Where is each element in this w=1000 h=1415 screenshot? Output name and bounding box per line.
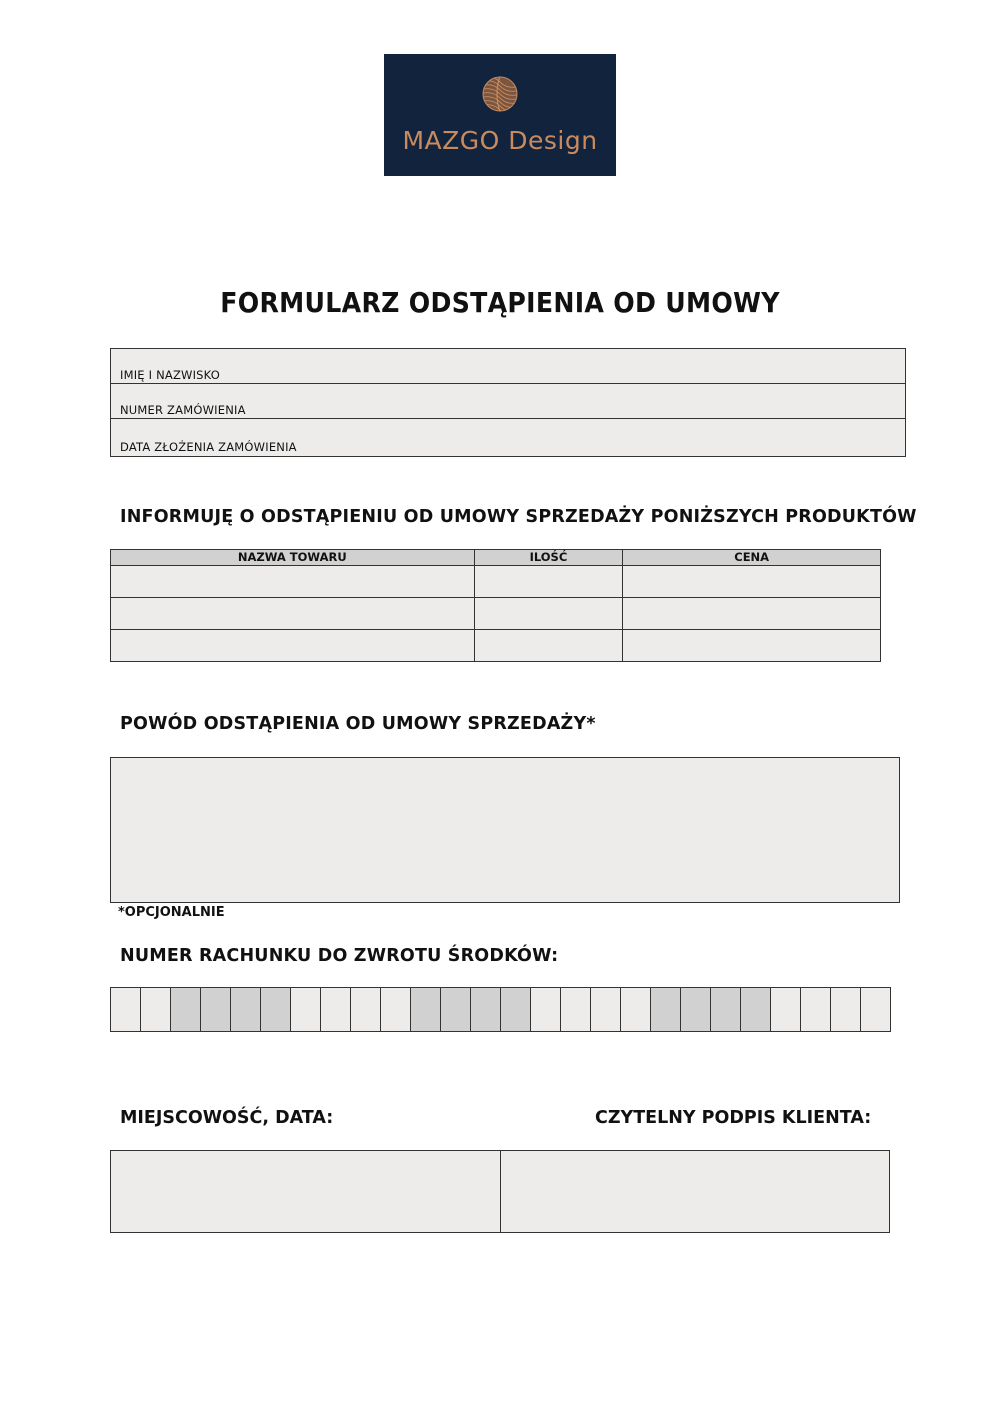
price-cell[interactable] bbox=[623, 598, 881, 630]
account-digit-cell[interactable] bbox=[741, 988, 771, 1031]
signature-field[interactable] bbox=[501, 1151, 889, 1232]
place-date-label: MIEJSCOWOŚĆ, DATA: bbox=[120, 1108, 334, 1128]
quantity-cell[interactable] bbox=[474, 630, 623, 662]
customer-info-box bbox=[110, 348, 906, 457]
reason-heading: POWÓD ODSTĄPIENIA OD UMOWY SPRZEDAŻY* bbox=[120, 714, 596, 734]
account-digit-cell[interactable] bbox=[111, 988, 141, 1031]
table-row bbox=[111, 598, 881, 630]
quantity-input[interactable] bbox=[475, 566, 623, 597]
customer-name-label: IMIĘ I NAZWISKO bbox=[120, 368, 221, 382]
account-digit-cell[interactable] bbox=[351, 988, 381, 1031]
customer-name-field[interactable] bbox=[111, 349, 905, 384]
striped-circle-logo-icon bbox=[482, 76, 518, 112]
order-date-field[interactable] bbox=[111, 419, 905, 455]
brand-logo bbox=[384, 54, 616, 176]
product-name-cell[interactable] bbox=[111, 566, 475, 598]
account-digit-cell[interactable] bbox=[381, 988, 411, 1031]
column-header-price: CENA bbox=[623, 550, 881, 566]
signature-box bbox=[110, 1150, 890, 1233]
product-name-input[interactable] bbox=[111, 566, 474, 597]
price-cell[interactable] bbox=[623, 630, 881, 662]
account-digit-cell[interactable] bbox=[591, 988, 621, 1031]
product-name-input[interactable] bbox=[111, 598, 474, 629]
price-input[interactable] bbox=[623, 566, 880, 597]
table-row bbox=[111, 566, 881, 598]
order-date-label: DATA ZŁOŻENIA ZAMÓWIENIA bbox=[120, 440, 297, 454]
account-digit-cell[interactable] bbox=[531, 988, 561, 1031]
product-name-cell[interactable] bbox=[111, 630, 475, 662]
account-digit-cell[interactable] bbox=[201, 988, 231, 1031]
account-digit-cell[interactable] bbox=[561, 988, 591, 1031]
order-number-field[interactable] bbox=[111, 384, 905, 419]
quantity-cell[interactable] bbox=[474, 598, 623, 630]
account-digit-cell[interactable] bbox=[801, 988, 831, 1031]
column-header-quantity: ILOŚĆ bbox=[474, 550, 623, 566]
account-digit-cell[interactable] bbox=[141, 988, 171, 1031]
account-digit-cell[interactable] bbox=[681, 988, 711, 1031]
price-input[interactable] bbox=[623, 630, 880, 661]
brand-name: MAZGO Design bbox=[402, 126, 598, 155]
quantity-cell[interactable] bbox=[474, 566, 623, 598]
account-number-grid bbox=[110, 987, 891, 1032]
products-table-header bbox=[111, 550, 881, 566]
products-table bbox=[110, 549, 881, 662]
account-digit-cell[interactable] bbox=[411, 988, 441, 1031]
account-digit-cell[interactable] bbox=[171, 988, 201, 1031]
price-cell[interactable] bbox=[623, 566, 881, 598]
quantity-input[interactable] bbox=[475, 630, 623, 661]
account-digit-cell[interactable] bbox=[441, 988, 471, 1031]
product-name-input[interactable] bbox=[111, 630, 474, 661]
place-date-field[interactable] bbox=[111, 1151, 501, 1232]
account-digit-cell[interactable] bbox=[231, 988, 261, 1031]
products-heading: INFORMUJĘ O ODSTĄPIENIU OD UMOWY SPRZEDAŻY PONIŻSZYCH PRODUKTÓW bbox=[120, 507, 917, 527]
reason-textarea[interactable] bbox=[110, 757, 900, 903]
optional-footnote: *OPCJONALNIE bbox=[118, 905, 225, 920]
price-input[interactable] bbox=[623, 598, 880, 629]
page-title: FORMULARZ ODSTĄPIENIA OD UMOWY bbox=[220, 286, 780, 319]
order-number-label: NUMER ZAMÓWIENIA bbox=[120, 403, 246, 417]
table-row bbox=[111, 630, 881, 662]
account-digit-cell[interactable] bbox=[291, 988, 321, 1031]
column-header-product-name: NAZWA TOWARU bbox=[111, 550, 475, 566]
account-digit-cell[interactable] bbox=[771, 988, 801, 1031]
product-name-cell[interactable] bbox=[111, 598, 475, 630]
account-digit-cell[interactable] bbox=[501, 988, 531, 1031]
account-digit-cell[interactable] bbox=[471, 988, 501, 1031]
account-digit-cell[interactable] bbox=[831, 988, 861, 1031]
account-digit-cell[interactable] bbox=[711, 988, 741, 1031]
account-digit-cell[interactable] bbox=[651, 988, 681, 1031]
account-digit-cell[interactable] bbox=[321, 988, 351, 1031]
account-digit-cell[interactable] bbox=[261, 988, 291, 1031]
account-digit-cell[interactable] bbox=[621, 988, 651, 1031]
signature-label: CZYTELNY PODPIS KLIENTA: bbox=[595, 1108, 872, 1128]
quantity-input[interactable] bbox=[475, 598, 623, 629]
account-digit-cell[interactable] bbox=[861, 988, 890, 1031]
account-heading: NUMER RACHUNKU DO ZWROTU ŚRODKÓW: bbox=[120, 946, 559, 966]
